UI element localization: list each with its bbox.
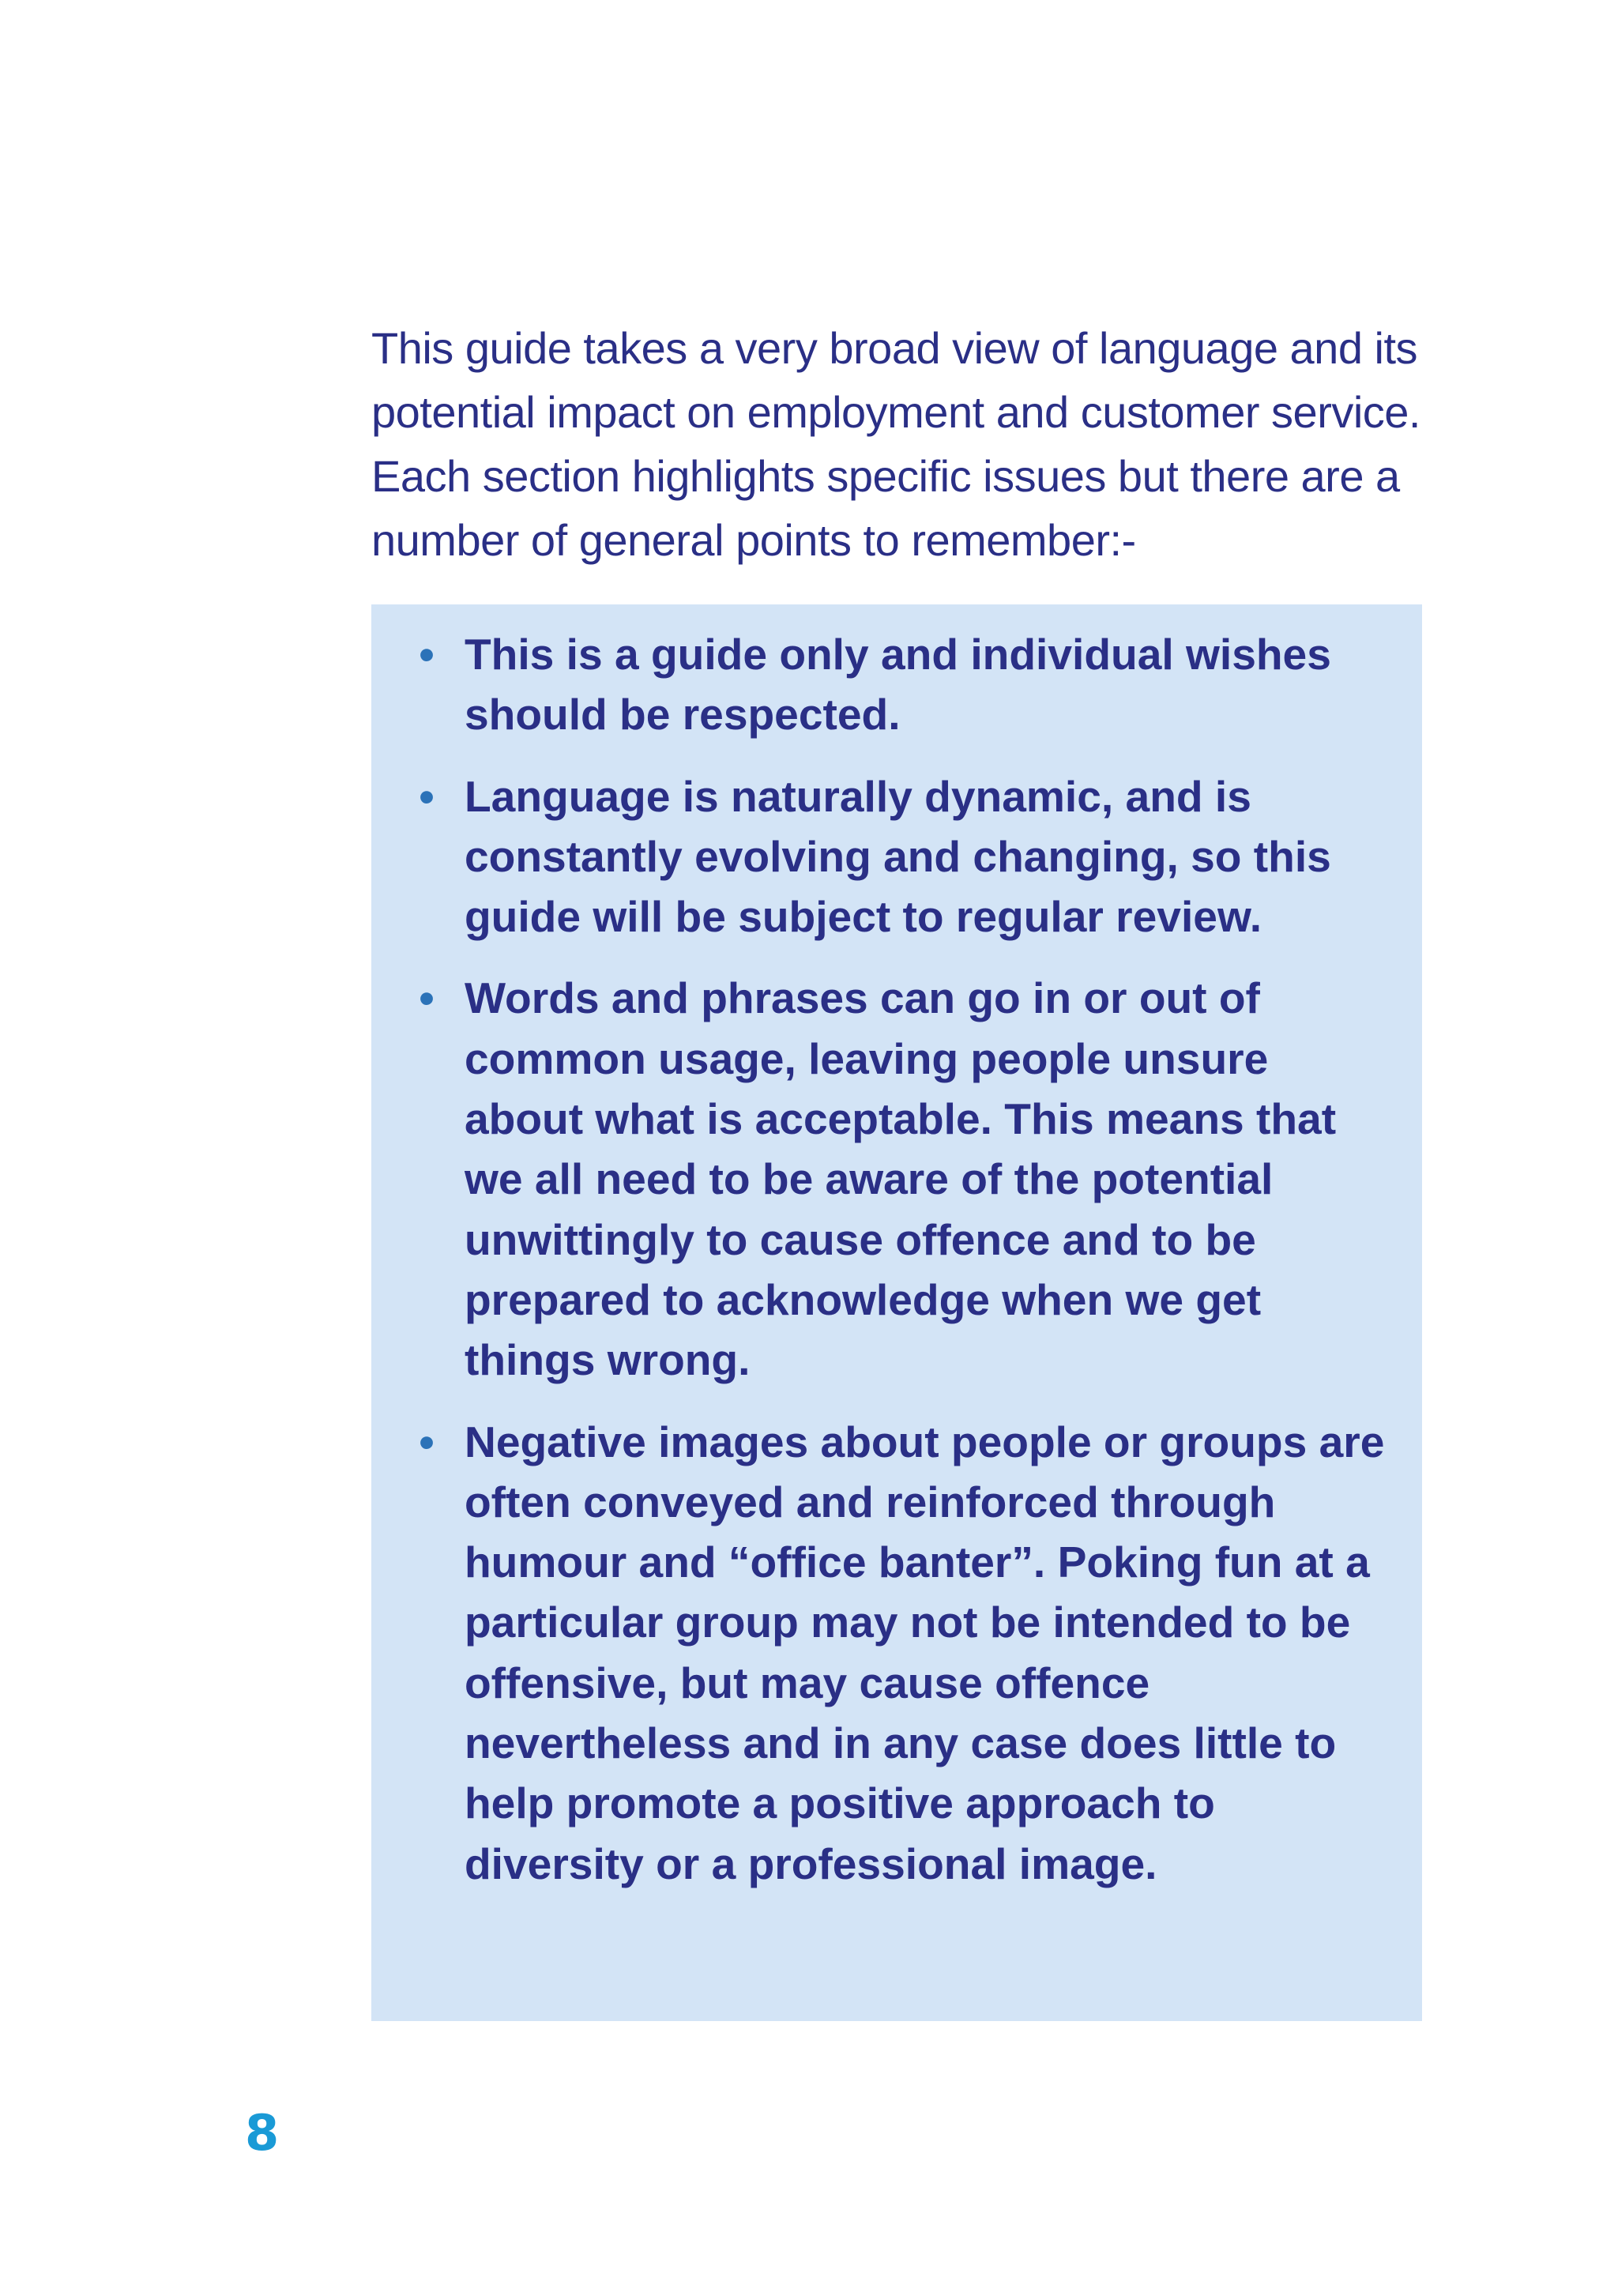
bullet-dot-icon: • [419,1417,435,1466]
key-point-item [403,1412,1390,1894]
intro-paragraph: This guide takes a very broad view of language and its potential impact on employment and customer service. Each section highlights specific issues but there are a number of general points to remember:- [371,323,1420,565]
key-point-text: Words and phrases can go in or out of common usage, leaving people unsure about what is acceptable. This means that we all need to be aware of the potential unwittingly to cause offence and to be prepared to acknowledge when we get things wrong. [465,973,1337,1385]
key-point-item [403,968,1390,1390]
key-points-list [403,624,1390,1894]
key-points-box [371,604,1422,2021]
key-point-text: Negative images about people or groups are often conveyed and reinforced through humour and “office banter”. Poking fun at a particular group may not be intended to be offensive, but may cause offence nevertheless and in any case does little to help promote a positive approach to diversity or a professional image. [465,1417,1385,1888]
bullet-dot-icon: • [419,630,435,679]
key-point-item [403,766,1390,947]
key-point-text: Language is naturally dynamic, and is constantly evolving and changing, so this guide will be subject to regular review. [465,771,1331,942]
key-point-text: This is a guide only and individual wishes should be respected. [465,630,1331,740]
key-point-item [403,624,1390,745]
bullet-dot-icon: • [419,973,435,1023]
bullet-dot-icon: • [419,771,435,821]
page-number: 8 [245,2104,280,2162]
